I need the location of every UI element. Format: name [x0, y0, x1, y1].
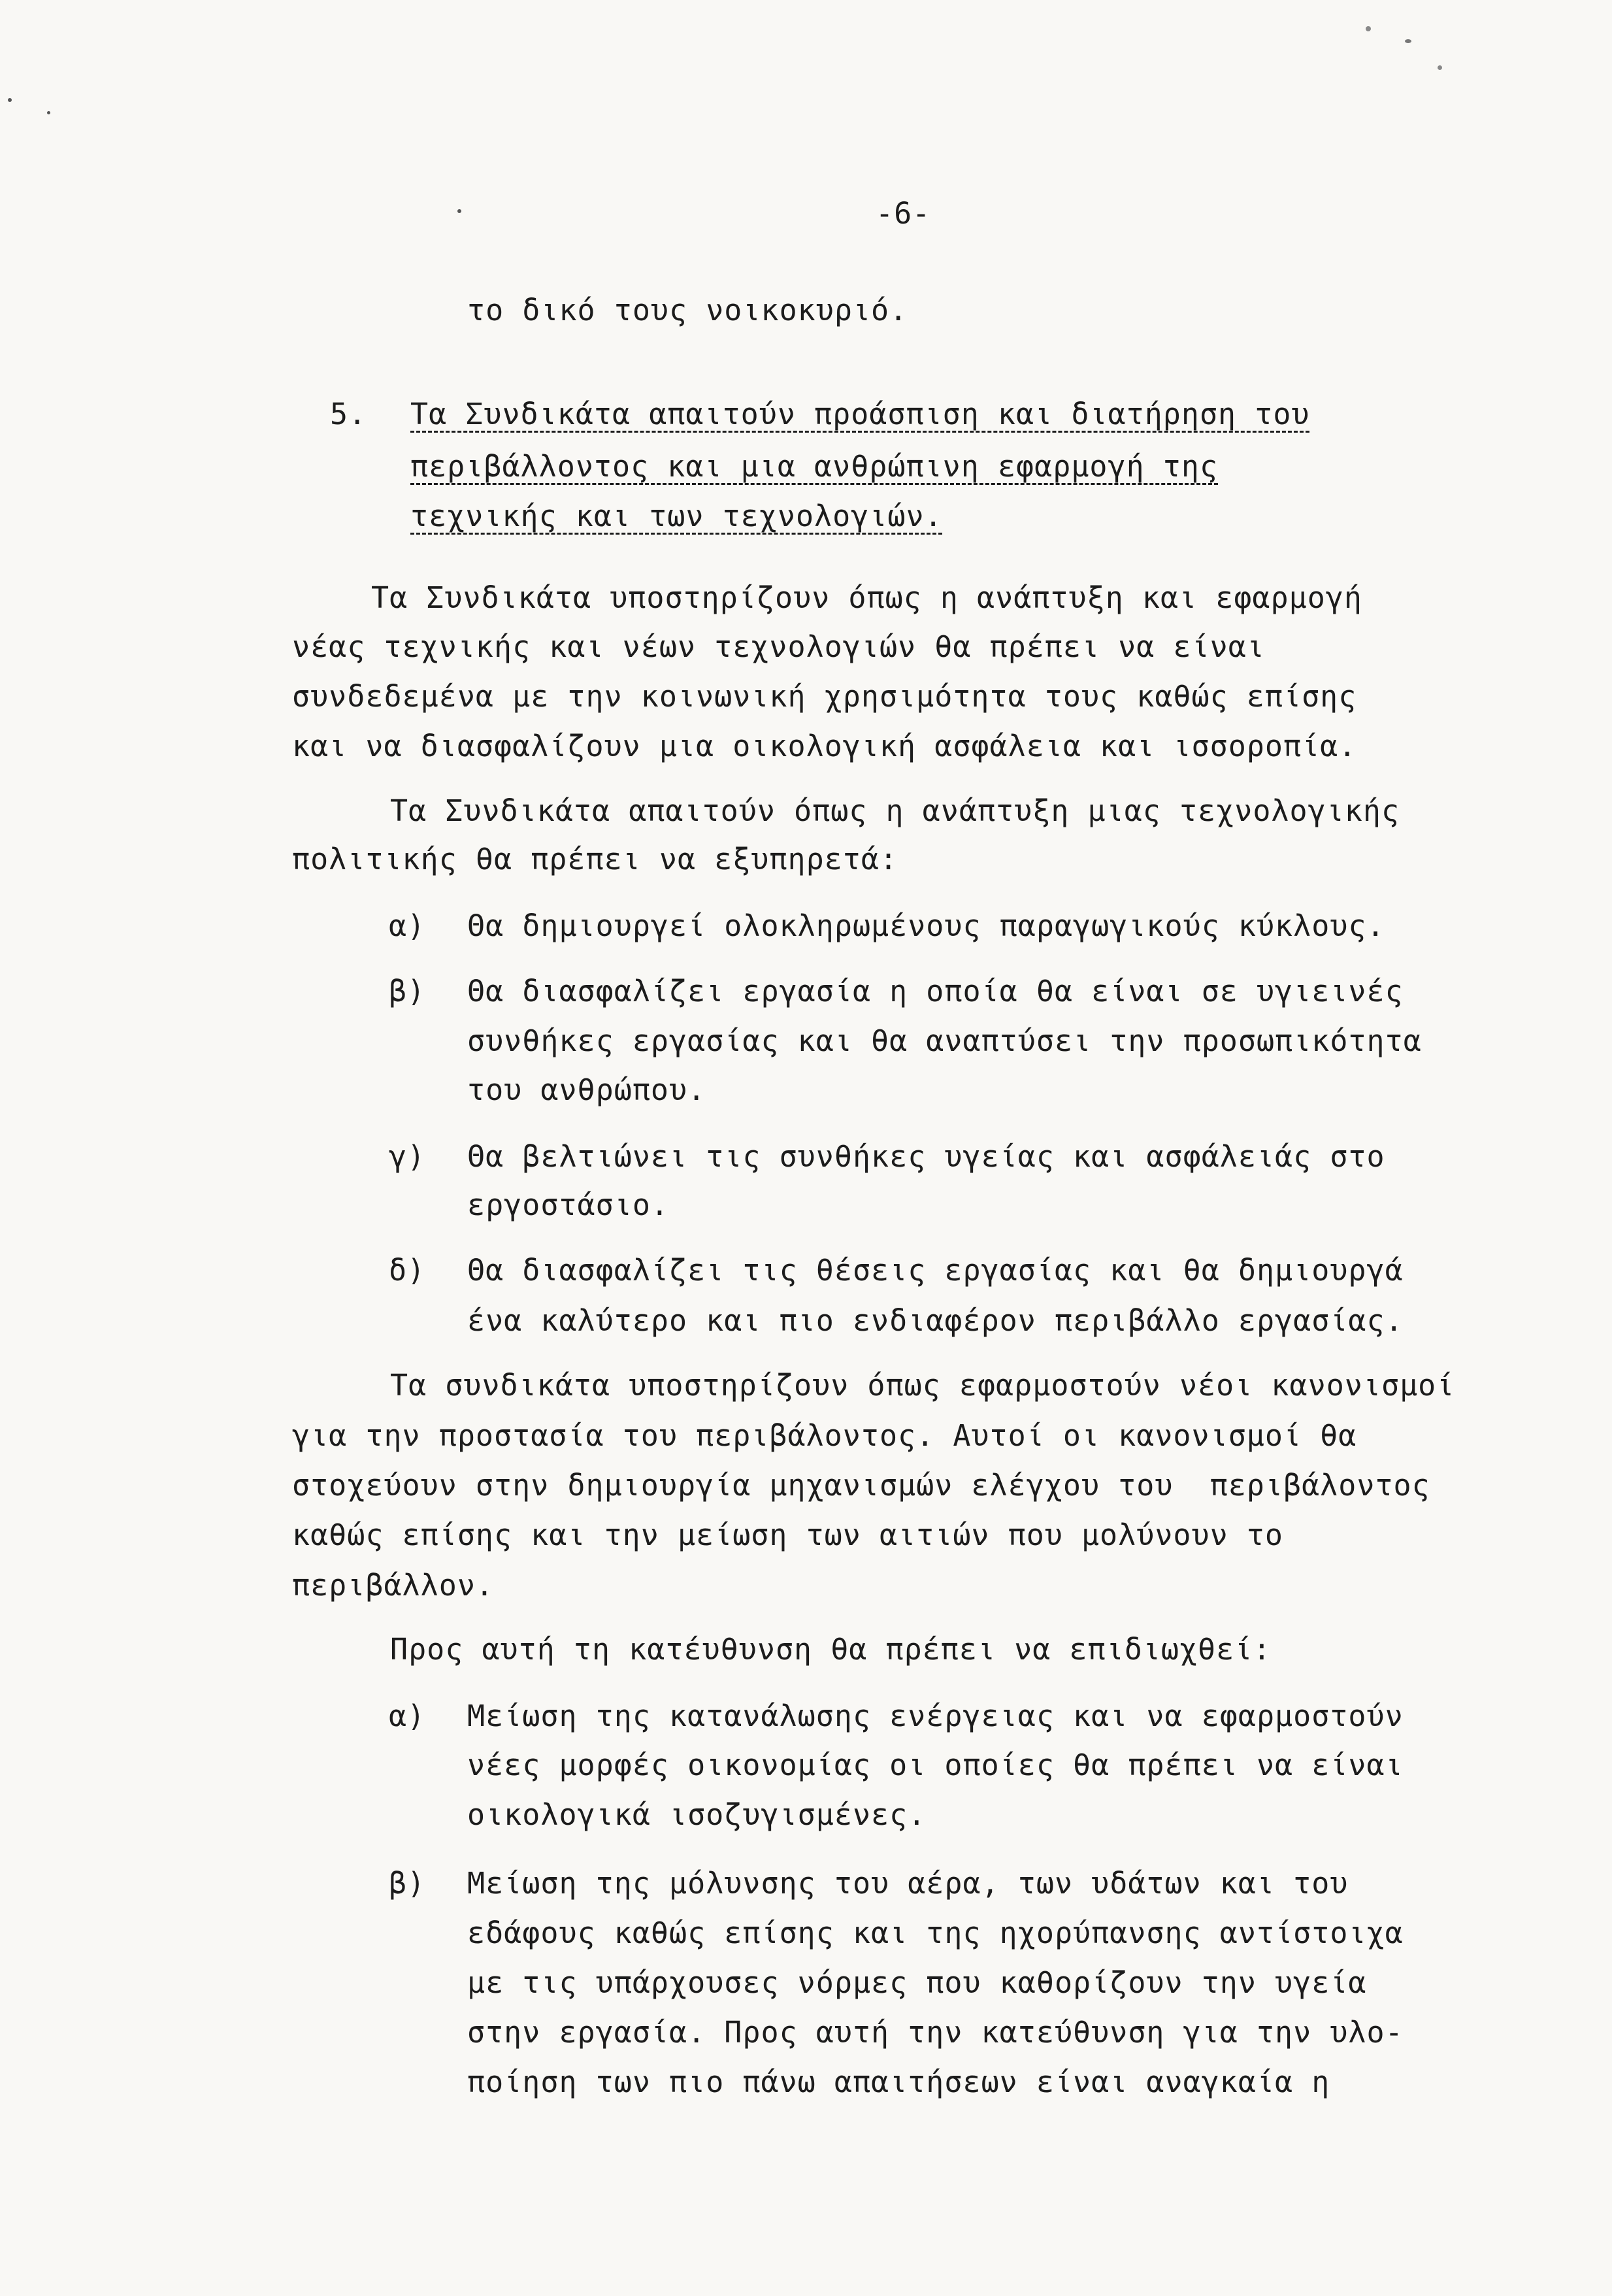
list-1-marker-b: β) [389, 974, 426, 1008]
page-number: -6- [876, 196, 931, 231]
list-1-item-d-line-2: ένα καλύτερο και πιο ενδιαφέρον περιβάλλο εργασίας. [467, 1303, 1404, 1338]
list-1-item-a-line-1: Θα δημιουργεί ολοκληρωμένους παραγωγικούς κύκλους. [467, 908, 1385, 943]
list-1-item-b-line-2: συνθήκες εργασίας και θα αναπτύσει την προσωπικότητα [467, 1023, 1422, 1058]
list-2-item-a-line-1: Μείωση της κατανάλωσης ενέργειας και να εφαρμοστούν [467, 1699, 1404, 1733]
list-2-item-a-line-2: νέες μορφές οικονομίας οι οποίες θα πρέπει να είναι [467, 1748, 1404, 1782]
paragraph-3-line-4: καθώς επίσης και την μείωση των αιτιών που μολύνουν το [292, 1518, 1283, 1552]
paragraph-1-line-3: συνδεδεμένα με την κοινωνική χρησιμότητα τους καθώς επίσης [292, 679, 1357, 714]
list-1-item-c-line-2: εργοστάσιο. [467, 1188, 670, 1222]
paragraph-1-line-1: Τα Συνδικάτα υποστηρίζουν όπως η ανάπτυξη και εφαρμογή [371, 580, 1362, 615]
list-1-item-d-line-1: Θα διασφαλίζει τις θέσεις εργασίας και θα δημιουργά [467, 1253, 1404, 1288]
scan-speck [1405, 39, 1411, 43]
section-heading-line-3: τεχνικής και των τεχνολογιών. [410, 499, 943, 533]
paragraph-1-line-4: και να διασφαλίζουν μια οικολογική ασφάλεια και ισσοροπία. [292, 729, 1357, 763]
continuation-line: το δικό τους νοικοκυριό. [467, 293, 908, 327]
scan-speck [1438, 65, 1442, 70]
scan-speck [1366, 26, 1371, 31]
paragraph-2-line-1: Τα Συνδικάτα απαιτούν όπως η ανάπτυξη μιας τεχνολογικής [390, 793, 1400, 828]
list-2-item-b-line-2: εδάφους καθώς επίσης και της ηχορύπανσης αντίστοιχα [467, 1916, 1404, 1950]
paragraph-3-line-1: Τα συνδικάτα υποστηρίζουν όπως εφαρμοστούν νέοι κανονισμοί [390, 1368, 1455, 1403]
list-1-marker-d: δ) [389, 1253, 426, 1288]
paragraph-3-line-5: περιβάλλον. [292, 1568, 495, 1603]
paragraph-4: Προς αυτή τη κατέυθυνση θα πρέπει να επιδιωχθεί: [390, 1632, 1272, 1667]
paragraph-3-line-3: στοχεύουν στην δημιουργία μηχανισμών ελέγχου του περιβάλοντος [292, 1468, 1430, 1503]
list-2-marker-a: α) [389, 1699, 426, 1733]
list-1-item-b-line-3: του ανθρώπου. [467, 1073, 706, 1107]
section-number: 5. [330, 397, 367, 431]
list-2-item-b-line-1: Μείωση της μόλυνσης του αέρα, των υδάτων και του [467, 1866, 1349, 1901]
list-1-item-c-line-1: Θα βελτιώνει τις συνθήκες υγείας και ασφάλειάς στο [467, 1139, 1385, 1174]
section-heading-line-1: Τα Συνδικάτα απαιτούν προάσπιση και διατήρηση του [410, 397, 1310, 431]
list-1-item-b-line-1: Θα διασφαλίζει εργασία η οποία θα είναι σε υγιεινές [467, 974, 1404, 1008]
paragraph-1-line-2: νέας τεχνικής και νέων τεχνολογιών θα πρέπει να είναι [292, 629, 1265, 664]
list-2-marker-b: β) [389, 1866, 426, 1901]
list-2-item-b-line-5: ποίηση των πιο πάνω απαιτήσεων είναι αναγκαία η [467, 2065, 1330, 2099]
list-1-marker-a: α) [389, 908, 426, 943]
section-heading-line-2: περιβάλλοντος και μια ανθρώπινη εφαρμογή της [410, 449, 1219, 484]
scan-speck [8, 98, 12, 102]
list-2-item-b-line-4: στην εργασία. Προς αυτή την κατεύθυνση για την υλο- [467, 2015, 1404, 2050]
paragraph-3-line-2: για την προστασία του περιβάλοντος. Αυτοί οι κανονισμοί θα [292, 1418, 1357, 1453]
list-1-marker-c: γ) [389, 1139, 426, 1174]
scan-speck [47, 111, 50, 114]
list-2-item-b-line-3: με τις υπάρχουσες νόρμες που καθορίζουν την υγεία [467, 1965, 1367, 2000]
scan-speck [457, 209, 461, 213]
list-2-item-a-line-3: οικολογικά ισοζυγισμένες. [467, 1797, 927, 1832]
paragraph-2-line-2: πολιτικής θα πρέπει να εξυπηρετά: [292, 842, 898, 876]
